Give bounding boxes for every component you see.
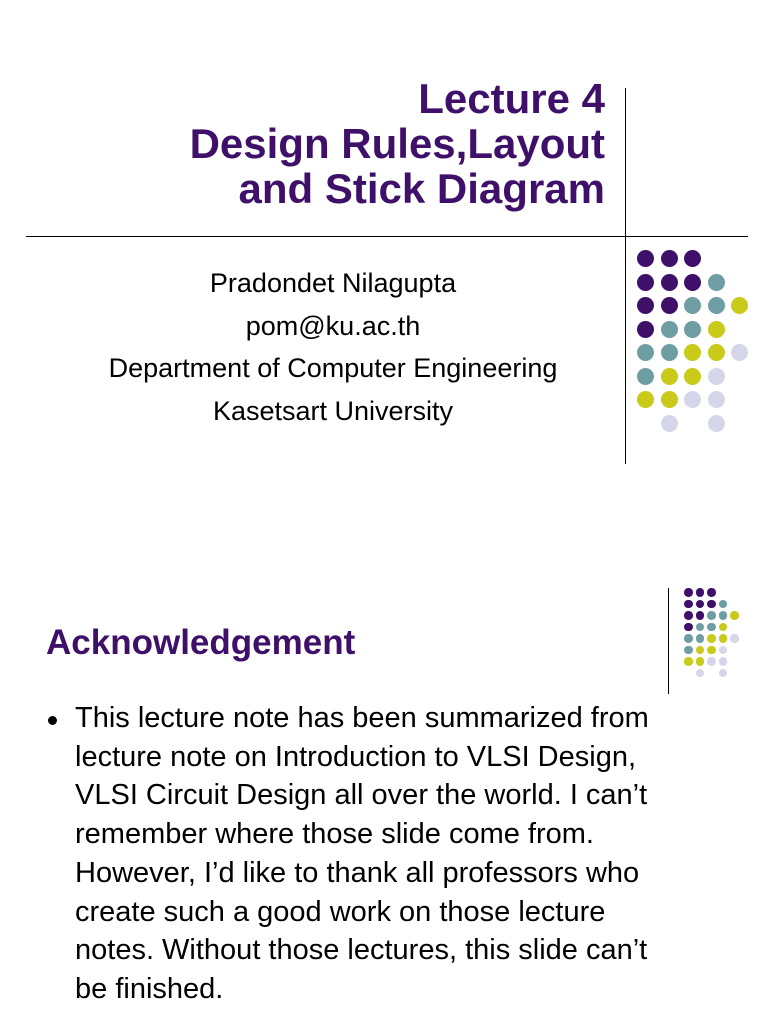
- decorative-dot: [696, 611, 705, 620]
- decorative-dot: [730, 634, 739, 643]
- decorative-dot: [707, 657, 716, 666]
- body-line: create such a good work on those lecture: [75, 895, 606, 928]
- decorative-dot: [707, 611, 716, 620]
- decorative-dot: [661, 415, 678, 432]
- decorative-dot: [730, 611, 739, 620]
- decorative-dot: [708, 415, 725, 432]
- decorative-dot: [707, 623, 716, 632]
- decorative-dot: [707, 600, 716, 609]
- decorative-dot: [696, 634, 705, 643]
- decorative-dot: [637, 321, 654, 338]
- body-line: be finished.: [75, 972, 224, 1005]
- decorative-dot: [661, 274, 678, 291]
- title-divider-horizontal: [26, 236, 748, 237]
- body-line: However, I’d like to thank all professors who: [75, 856, 640, 889]
- decorative-dot: [684, 297, 701, 314]
- decorative-dot: [637, 391, 654, 408]
- decorative-dot: [661, 297, 678, 314]
- body-line: remember where those slide come from.: [75, 818, 594, 851]
- decorative-dot: [719, 646, 728, 655]
- body-line: This lecture note has been summarized from: [75, 702, 649, 734]
- acknowledgement-slide: [0, 568, 768, 1024]
- decorative-dot: [637, 297, 654, 314]
- decorative-dot: [661, 250, 678, 267]
- title-line-2: Design Rules,Layout: [189, 120, 605, 167]
- decorative-dot: [637, 368, 654, 385]
- author-info: [0, 262, 666, 432]
- decorative-dot: [719, 669, 728, 678]
- decorative-dot: [696, 669, 705, 678]
- decorative-dot: [661, 344, 678, 361]
- decorative-dot: [707, 646, 716, 655]
- decorative-dot: [708, 344, 725, 361]
- heading-divider-vertical: [668, 588, 669, 694]
- decorative-dot: [684, 588, 693, 597]
- decorative-dot: [719, 657, 728, 666]
- author-department: Department of Computer Engineering: [108, 353, 558, 383]
- decorative-dot: [637, 274, 654, 291]
- author-university: Kasetsart University: [212, 395, 454, 426]
- decorative-dot: [696, 600, 705, 609]
- decorative-dot: [684, 274, 701, 291]
- decorative-dot: [731, 297, 748, 314]
- decorative-dot: [708, 391, 725, 408]
- decorative-dot: [719, 623, 728, 632]
- decorative-dot: [707, 588, 716, 597]
- decorative-dot: [661, 391, 678, 408]
- decorative-dot: [637, 250, 654, 267]
- decorative-dot: [684, 344, 701, 361]
- decorative-dot: [684, 600, 693, 609]
- bullet-icon: [48, 716, 57, 725]
- author-email: pom@ku.ac.th: [245, 310, 421, 341]
- decorative-dot: [684, 646, 693, 655]
- acknowledgement-body: [75, 699, 735, 1009]
- acknowledgement-heading: Acknowledgement: [46, 623, 356, 662]
- decorative-dot: [684, 391, 701, 408]
- body-line: notes. Without those lectures, this slide can’t: [75, 934, 648, 967]
- decorative-dot: [719, 611, 728, 620]
- title-line-3: and Stick Diagram: [238, 165, 605, 212]
- decorative-dot: [696, 646, 705, 655]
- slide-title: [190, 76, 605, 211]
- decorative-dot: [696, 623, 705, 632]
- decorative-dot: [708, 368, 725, 385]
- decorative-dot: [708, 321, 725, 338]
- decorative-dot: [684, 250, 701, 267]
- decorative-dot: [719, 634, 728, 643]
- decorative-dot: [661, 368, 678, 385]
- title-line-1: Lecture 4: [418, 75, 605, 122]
- decorative-dot: [708, 274, 725, 291]
- decorative-dot: [696, 657, 705, 666]
- decorative-dot: [661, 321, 678, 338]
- decorative-dot: [707, 634, 716, 643]
- decorative-dot: [684, 657, 693, 666]
- decorative-dot: [684, 368, 701, 385]
- decorative-dot: [684, 623, 693, 632]
- body-line: lecture note on Introduction to VLSI Design,: [75, 740, 637, 773]
- decorative-dot: [684, 634, 693, 643]
- decorative-dot: [684, 321, 701, 338]
- decorative-dot: [731, 344, 748, 361]
- decorative-dot: [708, 297, 725, 314]
- author-name: Pradondet Nilagupta: [209, 268, 457, 298]
- body-line: VLSI Circuit Design all over the world. I can’t: [75, 779, 648, 812]
- decorative-dot: [637, 344, 654, 361]
- decorative-dot: [719, 600, 728, 609]
- decorative-dot: [696, 588, 705, 597]
- decorative-dot: [684, 611, 693, 620]
